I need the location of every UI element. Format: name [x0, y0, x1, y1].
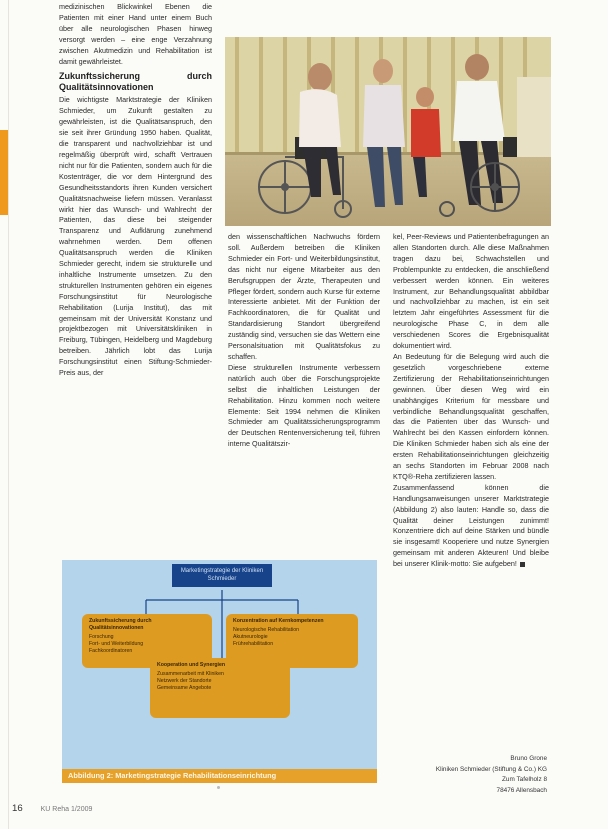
body-paragraph: Die wichtigste Marktstrategie der Kliniken Schmieder, um Zukunft gestalten zu gewährleisten, ist die Qualitätsanspruch, den sie seit ihrer Gründung 1950 haben. Qualität, die transparent und nachvollziehbar ist und regelmäßig überprüft wird, schafft Vertrauen nicht nur für die Patienten, sondern auch für die Kostenträger, die vor dem Hintergrund des Gesundheitsstandorts ihren Kunden versichert Qualitätsnachweise liefern müssen. Veranlasst wirkt hier das Wunsch- und Wahlrecht der Patienten, das diese bei steigender Transparenz und Aufklärung zunehmend wahrnehmen werden. Dem offenen Qualitätsanspruch werden die Kliniken Schmieder gerecht, indem sie strukturelle und inhaltliche Instrumente umsetzen. Zu den strukturellen Instrumenten gehören ein eigenes Forschungsinstitut für Neurologische Rehabilitation (Lurija Institut), das mit gemeinsam mit der Universität Konstanz und projektbezogen mit Universitätskliniken in Freiburg, Tübingen, Heidelberg und Magdeburg betreiben. Jährlich lobt das Lurija Forschungsinstitut einen Stiftung-Schmieder-Preis aus, der	[59, 95, 212, 378]
body-paragraph: den wissenschaftlichen Nachwuchs fördern soll. Außerdem betreiben die Kliniken Schmieder ein Fort- und Weiterbildungsinstitut, das nicht nur eigene Mitarbeiter aus den Berufsgruppen der Ärzte, Therapeuten und Pfleger fördert, sondern auch Kurse für externe Interessierte anbietet. Mit der Funktion der Fachkoordinatoren, die für Qualität und Standardisierung Standort übergreifend zuständig sind, versuchen sie das Wettern eine Personalsituation mit Qualitätsfokus zu schaffen.	[228, 232, 380, 361]
box-line: Zusammenarbeit mit Kliniken	[157, 671, 224, 677]
page-footer	[12, 803, 92, 814]
section-tab	[0, 130, 8, 215]
text-column-2	[228, 232, 380, 450]
page-number: 16	[12, 803, 23, 814]
box-heading: Kooperation und Synergien	[157, 662, 226, 668]
section-heading: Zukunftssicherung durch Qualitätsinnovationen	[59, 71, 212, 93]
box-line: Neurologische Rehabilitation	[233, 627, 300, 633]
margin-line	[8, 0, 9, 829]
box-line: Akutneurologie	[233, 634, 268, 640]
body-paragraph: Diese strukturellen Instrumente verbessern natürlich auch über die Forschungsprojekte selbst die inhaltlichen Leistungen der Rehabilitation. Hinzu kommen noch weitere Elemente: Seit 1994 nehmen die Kliniken Schmieder am Qualitätssicherungsprogramm der Deutschen Rentenversicherung teil, führen interne Qualitätszir-	[228, 362, 380, 449]
box-heading: Zukunftssicherung durch Qualitätsinnovationen	[89, 618, 152, 631]
box-line: Netzwerk der Standorte	[157, 678, 212, 684]
box-line: Frührehabilitation	[233, 641, 274, 647]
author-street: Zum Tafelholz 8	[502, 776, 547, 784]
figure-caption: Abbildung 2: Marketingstrategie Rehabilitationseinrichtung	[62, 769, 377, 783]
author-city: 78476 Allensbach	[496, 786, 547, 794]
decorative-dot	[217, 786, 220, 789]
body-paragraph: kel, Peer-Reviews und Patientenbefragungen an allen Standorten durch. Alle diese Maßnahmen tragen dazu bei, Schwachstellen und Problempunkte zu entdecken, die anschließend verbessert werden können. Ein weiteres Instrument, zur Behandlungsqualität abbildbar und nachvollziehbar zu machen, ist ein seit letztem Jahr eingeführtes Assessment für die neurologische Phase C, in dem alle verschiedenen Scores die Ergebnisqualität dokumentiert wird.	[393, 232, 549, 351]
diagram-box-cooperation	[150, 658, 290, 718]
text-column-1	[59, 2, 212, 379]
body-paragraph	[393, 483, 549, 570]
diagram-title: Marketingstrategie der Kliniken Schmieder	[172, 564, 272, 587]
magazine-issue: KU Reha 1/2009	[40, 806, 93, 813]
closing-text: Zusammenfassend können die Handlungsanweisungen unserer Marktstrategie (Abbildung 2) also lauten: Handle so, dass die Qualität deiner Leistungen zunimmt! Konzentriere dich auf deine Stärken und bündle sie insgesamt! Kooperiere und nutze Synergien gemeinsam mit anderen Akteuren! Und bleibe bei unserer Klinik-motto: Sie aufgeben!	[393, 482, 549, 569]
box-line: Gemeinsame Angebote	[157, 685, 212, 691]
end-mark-icon	[520, 562, 525, 567]
box-line: Forschung	[89, 634, 114, 640]
box-line: Fachkoordinatoren	[89, 648, 133, 654]
box-line: Fort- und Weiterbildung	[89, 641, 144, 647]
clinic-photo	[225, 37, 551, 226]
author-block	[395, 754, 547, 796]
author-name: Bruno Grone	[510, 755, 547, 762]
strategy-diagram	[62, 560, 377, 783]
author-org: Kliniken Schmieder (Stiftung & Co.) KG	[435, 765, 547, 773]
box-heading: Konzentration auf Kernkompetenzen	[233, 618, 324, 624]
intro-paragraph: medizinischen Blickwinkel Ebenen die Patienten mit einer Hand unter einem Buch über alle neurologischen Phasen hinweg versorgt werden – eine enge Verzahnung zwischen Akutmedizin und Rehabilitation ist damit gewährleistet.	[59, 2, 212, 66]
body-paragraph: An Bedeutung für die Belegung wird auch die gesetzlich vorgeschriebene externe Zertifizierung der Rehabilitationseinrichtungen gewinnen. Über diesen Weg wird ein unabhängiges Kriterium für messbare und verbindliche Behandlungsqualität geschaffen, das die Patienten über das Wunsch- und Wahlrecht bei den Kassen einfordern können. Die Kliniken Schmieder haben sich als eine der ersten Rehabilitationseinrichtungen gleichzeitig an sechs Standorten im Februar 2008 nach KTQ®-Reha zertifizieren lassen.	[393, 351, 549, 481]
text-column-3	[393, 232, 549, 570]
